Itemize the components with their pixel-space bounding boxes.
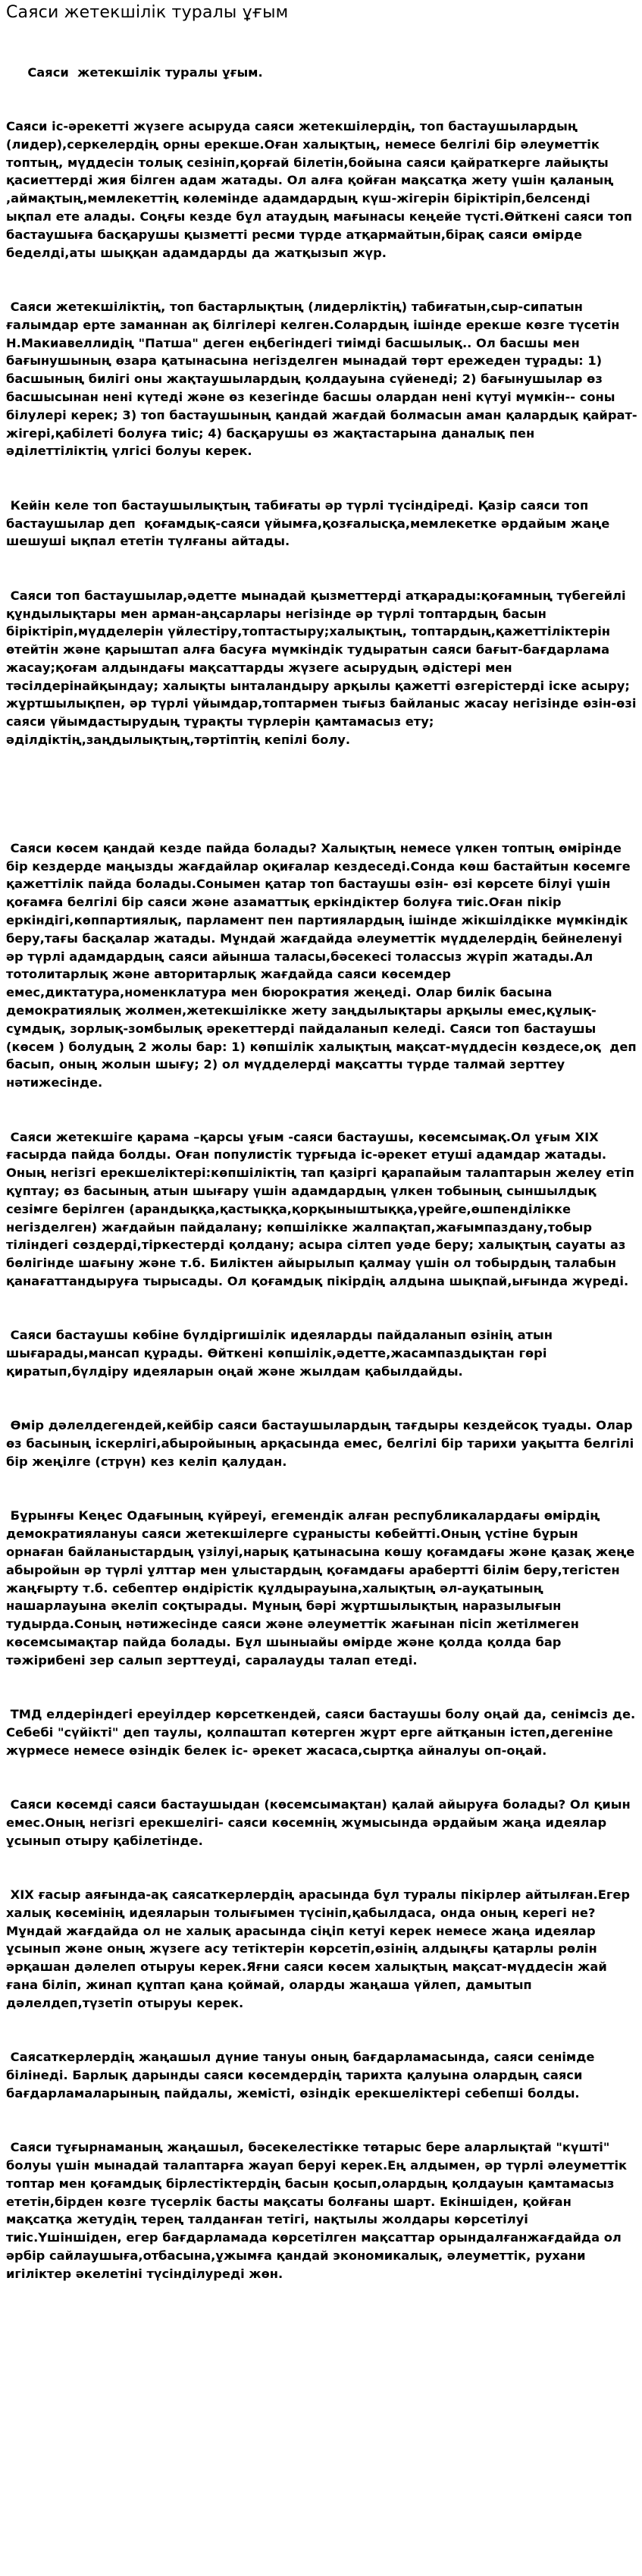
paragraph: Кейін келе топ бастаушылықтың табиғаты әр түрлі түсіндіреді. Қазір саяси топ бастаушылар деп қоғамдық-саяси үйымға,қозғалысқа,мемлекетке әрдайым жаңе шешуші ықпал ететін түлғаны айтады. [6,497,614,549]
paragraph: Саясаткерлердің жаңашыл дүние тануы оның бағдарламасында, саяси сенімде білінеді. Барлық дарынды саяси көсемдердің тарихта қалуына олардың саяси бағдарламаларының пайдалы, жемісті, өзіндік ерекшеліктері себепші болды. [6,2050,600,2101]
paragraph: Саяси тұғырнаманың жаңашыл, бәсекелестікке төтарыс бере аларлықтай "күшті" болуы үшін мынадай талаптарға жауап беруі керек.Ең алдымен, әр түрлі әлеуметтік топтар мен қоғамдық бірлестіктердің басын қосып,олардың қолдауын қамтамасыз ететін,бірден көзге түсерлік басты мақсаты болғаны шарт. Екіншіден, қойған мақсатқа жетудің терең талданған тетігі, нақтылы жолдары көрсетілуі тиіс.Үшіншіден, егер бағдарламада көрсетілген мақсаттар орындалғанжағдайда ол әрбір сайлаушыға,отбасына,ұжымға қандай экономикалық, әлеуметтік, рухани игіліктер әкелетіні түсінділуреді жөн. [6,2140,631,2281]
paragraph: Саяси жетекшіге қарама –қарсы ұғым -саяси бастаушы, көсемсымақ.Ол ұғым ХІХ ғасырда пайда болды. Оған популистік тұрғыда іс-әрекет етуші адамдар жатады. Оның негізгі ерекшеліктері:көпшіліктің тап қазіргі қарапайым талаптарын желеу етіп құптау; өз басының атын шығару үшін адамдардың үлкен тобының сыншылдық сезімге берілген (арандыққа,қастыққа,қорқыныштыққа,үрейге,өшпенділікке негізделген) жағдайын пайдалану; көпшілікке жалпақтап,жағымпаздану,тобыр тіліндегі сөздерді,тіркестерді қолдану; асыра сілтеп уәде беру; халықтың сауаты аз бөлігінде шағыну және т.б. Биліктен айырылып қалмау үшін ол тобырдың талабын қанағаттандыруға тырысады. Ол қоғамдық пікірдің алдына шықпай,ығында жүреді. [6,1129,639,1288]
paragraph: ТМД елдеріндегі ереуілдер көрсеткендей, саяси бастаушы болу оңай да, сенімсіз де. Себебі "сүйікті" деп таулы, қолпаштап көтерген жұрт ерге айтқанын істеп,дегеніне жүрмесе немесе өзіндік белек іс- әрекет жасаса,сыртқа айналуы оп-оңай. [6,1707,640,1758]
paragraph: Саяси іс-әрекетті жүзеге асыруда саяси жетекшілердің, топ бастаушылардың (лидер),серкелердің орны ерекше.Оған халықтың, немесе белгілі бір әлеуметтік топтың, мүддесін толық сезініп,қорғай білетін,бойына саяси қайраткерге лайықты қасиеттерді жия білген адам жатады. Ол алға қойған мақсатқа жету үшін қаланың ,аймақтың,мемлекеттің көлемінде адамдардың күш-жігерін біріктіріп,белсенді ықпал ете алады. Соңғы кезде бұл атаудың мағынасы кеңейе түсті.Өйткені саяси топ бастаушыға басқарушы қызметті ресми түрде атқармайтын,бірақ саяси өмірде беделді,аты шыққан адамдарды да жатқызып жүр. [6,118,637,260]
paragraph: Саяси жетекшіліктің, топ бастарлықтың (лидерліктің) табиғатын,сыр-сипатын ғалымдар ерте заманнан ақ білгілері келген.Солардың ішінде ерекше көзге түсетін Н.Макиавеллидің "Патша" деген еңбегіндегі тиімді басшылық.. Ол басшы мен бағынушының өзара қатынасына негізделген мынадай төрт ережеден тұрады: 1) басшының билігі оны жақтаушылардың қолдауына сүйенеді; 2) бағынушылар өз басшысынан нені күтеді және өз кезегінде басшы олардан нені күтуі мүмкін-- соны білулері керек; 3) топ бастаушының қандай жағдай болмасын аман қалардық қайрат-жігері,қабілеті болуға тиіс; 4) басқарушы өз жақтастарына даналық пен әділеттіліктің үлгісі болуы керек. [6,299,637,459]
paragraph: Саяси топ бастаушылар,әдетте мынадай қызметтерді атқарады:қоғамның түбегейлі құндылықтары мен арман-аңсарлары негізінде әр түрлі топтардың басын біріктіріп,мүдделерін үйлестіру,топтастыру;халықтың, топтардың,қажеттіліктерін өтейтін және қарыштап алға басуға мүмкіндік тудыратын саяси бағыт-бағдарлама жасау;қоғам алдындағы мақсаттарды жүзеге асырудың әдістері мен тәсілдерінайқындау; халықты ынталандыру арқылы қажетті өзгерістерді іске асыру; жұртшылықпен, әр түрлі үйымдар,топтармен тығыз байланыс жасау негізінде өзін-өзі саяси үйымдастырудың тұрақты түрлерін қамтамасыз ету; әділдіктің,заңдылықтың,тәртіптің кепілі болу. [6,588,641,748]
paragraph: Өмір дәлелдегендей,кейбір саяси бастаушылардың тағдыры кездейсоқ туады. Олар өз басының іскерлігі,абыройының арқасында емес, белгілі бір тарихи уақытта белгілі бір жеңілге (стрүн) кез келіп қалудан. [6,1418,638,1469]
paragraph: Саяси бастаушы көбіне бүлдіргишілік идеяларды пайдаланып өзінің атын шығарады,мансап құрады. Өйткені көпшілік,әдетте,жасампаздықтан гөрі қиратып,бүлдіру идеяларын оңай және жылдам қабылдайды. [6,1328,557,1379]
paragraph: ХІХ ғасыр аяғында-ақ саясаткерлердің арасында бұл туралы пікірлер айтылған.Егер халық көсемінің идеяларын толығымен түсініп,қабылдаса, онда оның керегі не? Мұндай жағдайда ол не халық арасында сіңіп кетуі керек немесе жаңа идеялар ұсынып және оның жүзеге асу тетіктерін көрсетіп,өзінің алдыңғы қатарлы рөлін әрқашан дәлелеп отыруы керек.Яғни саяси көсем халықтың мақсат-мүддесін жай ғана біліп, жинап құптап қана қоймай, оларды жаңаша үйлеп, дамытып дәлелдеп,түзетіп отыруы керек. [6,1887,634,2010]
document-body [6,27,641,2319]
paragraph: Саяси жетекшілік туралы ұғым. [6,64,263,80]
paragraph: Саяси көсем қандай кезде пайда болады? Халықтың немесе үлкен топтың өмірінде бір кездерде маңызды жағдайлар оқиғалар кездеседі.Сонда көш бастайтын көсемге қажеттілік пайда болады.Сонымен қатар топ бастаушы өзін- өзі көрсете білуі үшін қоғамға белгілі бір саяси және азаматтық еркіндіктер болуға тиіс.Оған пікір еркіндігі,көппартиялық, парламент пен партиялардың ішінде жікшілдікке мүмкіндік беру,тағы басқалар жатады. Мұндай жағдайда әлеуметтік мүдделердің бейнеленуі әр түрлі адамдардың саяси айынша таласы,бәсекесі толассыз жүріп жатады.Ал тотолитарлық және авторитарлық жағдайда саяси көсемдер емес,диктатура,номенклатура мен бюрократия жеңеді. Олар билік басына демократиялық жолмен,жетекшілікке жету заңдылықтары арқылы емес,құлық-сұмдық, зорлық-зомбылық әрекеттерді пайдаланып келеді. Саяси топ бастаушы (көсем ) болудың 2 жолы бар: 1) көпшілік халықтың мақсат-мүддесін көздесе,оқ деп басып, оның жолын шығу; 2) ол мүдделерді мақсатты түрде талмай зерттеу нәтижесінде. [6,840,641,1090]
paragraph: Бұрынғы Кеңес Одағының күйреуі, егемендік алған республикалардағы өмірдің демократиялануы саяси жетекшілерге сұранысты көбейтті.Оның үстіне бұрын орнаған байланыстардың үзілуі,нарық қатынасына көшу қоғамдағы және қазақ жеңе абыройын әр түрлі ұлттар мен ұлыстардың қоғамдағы арабертті білім беру,тегістен жаңғырту т.б. себептер өндірістік құлдырауына,халықтың әл-ауқатының нашарлауына әкеліп соқтырады. Мұның бәрі жұртшылықтың наразылығын тудырда.Соның нәтижесінде саяси және әлеуметтік жағынан пісіп жетілмеген көсемсымақтар пайда болады. Бұл шыныайы өмірде және қолда қолда бар тәжірибені зер салып зерттеуді, саралауды талап етеді. [6,1508,639,1668]
paragraph: Саяси көсемді саяси бастаушыдан (көсемсымақтан) қалай айыруға болады? Ол қиын емес.Оның негізгі ерекшелігі- саяси көсемнің жұмысында әрдайым жаңа идеялар ұсынып отыру қабілетінде. [6,1797,635,1848]
document-title: Саяси жетекшілік туралы ұғым [6,3,289,22]
paragraph-spacer [6,785,637,803]
